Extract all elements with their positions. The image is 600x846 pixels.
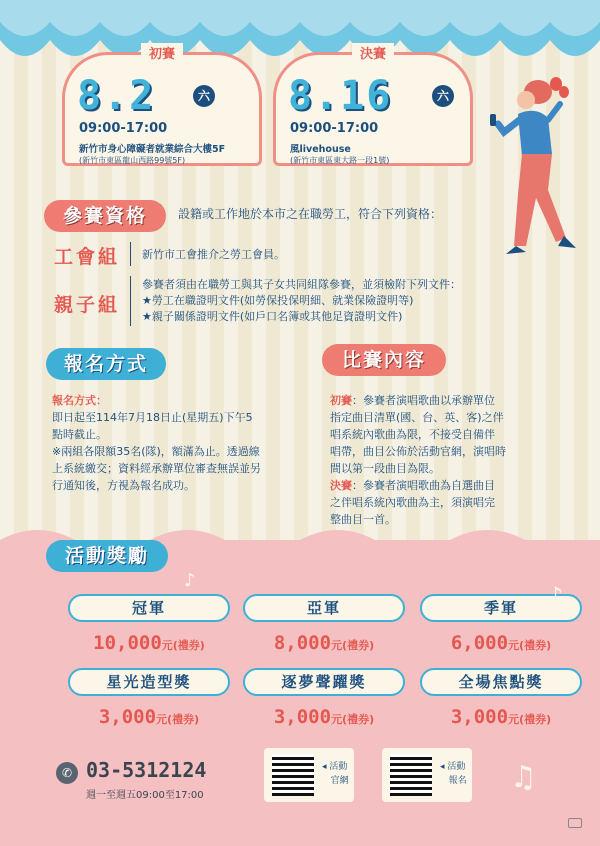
contest-final-label: 決賽 [330, 479, 352, 492]
prize-unit: 元(禮券) [508, 639, 552, 652]
award-starlight-style: 星光造型獎 [68, 668, 230, 696]
signup-line: ※兩組各限額35名(隊)，額滿為止。透過線 [52, 445, 260, 458]
phone-icon: ✆ [56, 762, 78, 784]
prize-unit: 元(禮券) [331, 713, 375, 726]
family-line: ★親子關係證明文件(如戶口名簿或其他足資證明文件) [142, 310, 403, 323]
eligibility-intro: 設籍或工作地於本市之在職勞工，符合下列資格： [178, 207, 443, 221]
family-line: 參賽者須由在職勞工與其子女共同組隊參賽，並須檢附下列文件： [142, 278, 461, 291]
prize-unit: 元(禮券) [161, 639, 205, 652]
prize-unit: 元(禮券) [508, 713, 552, 726]
signup-line: 上系統繳交；資料經承辦單位審查無誤並另 [52, 462, 261, 475]
prize-third [406, 632, 596, 654]
prize-amount: 3,000 [98, 706, 157, 728]
qr-label-line: 活動 [329, 762, 348, 772]
contest-prelim-line: 唱系統內歌曲為限，不接受自備伴 [330, 428, 495, 441]
award-spotlight: 全場焦點獎 [420, 668, 582, 696]
contest-prelim-line [330, 392, 495, 409]
prize-spotlight [406, 706, 596, 728]
awards-title: 活動獎勵 [46, 540, 168, 572]
prize-starlight-style [54, 706, 244, 728]
music-note-icon: ♪ [548, 582, 564, 610]
prize-unit: 元(禮券) [156, 713, 200, 726]
final-weekday: 六 [432, 85, 454, 107]
divider [130, 276, 131, 326]
qr-label: ◂ 活動 報名 [440, 762, 467, 786]
qr-card-website[interactable] [264, 748, 354, 802]
prize-amount: 10,000 [93, 632, 162, 654]
award-third: 季軍 [420, 594, 582, 622]
qr-label-line: 官網 [330, 776, 349, 786]
singer-illustration [478, 70, 588, 260]
signup-heading: 報名方式： [52, 394, 107, 407]
contest-final-line [330, 477, 495, 494]
prize-amount: 3,000 [273, 706, 332, 728]
final-date-box [273, 47, 473, 166]
prize-amount: 3,000 [450, 706, 509, 728]
qr-card-signup[interactable] [382, 748, 472, 802]
prelim-weekday: 六 [193, 85, 215, 107]
award-dream-voice: 逐夢聲躍獎 [243, 668, 405, 696]
contact-phone: 03-5312124 [86, 758, 207, 782]
corner-mark [568, 818, 582, 828]
qr-label-line: 活動 [447, 762, 466, 772]
divider [130, 242, 131, 266]
signup-line: 即日起至114年7月18日止(星期五)下午5 [52, 411, 253, 424]
prize-first [54, 632, 244, 654]
qr-code[interactable] [272, 754, 314, 796]
prize-unit: 元(禮券) [331, 639, 375, 652]
award-second: 亞軍 [243, 594, 405, 622]
signup-title: 報名方式 [46, 348, 166, 380]
contest-prelim-label: 初賽 [330, 394, 352, 407]
union-group-label: 工會組 [54, 246, 121, 268]
prelim-venue: 新竹市身心障礙者就業綜合大樓5F [79, 144, 226, 155]
eligibility-title: 參賽資格 [44, 200, 166, 232]
qr-code[interactable] [390, 754, 432, 796]
prelim-date: 8.2 [77, 73, 156, 119]
contest-final-line: 整曲目一首。 [330, 513, 396, 526]
contest-title: 比賽內容 [322, 344, 446, 376]
prize-dream-voice [229, 706, 419, 728]
contest-prelim-line: 間以第一段曲目為限。 [330, 462, 440, 475]
final-address: (新竹市東區東大路一段1號) [290, 156, 390, 165]
contact-hours: 週一至週五09:00至17:00 [86, 790, 204, 801]
music-notes-icon: ♫ [510, 760, 537, 795]
prelim-date-box [62, 47, 262, 166]
qr-label: ◂ 活動 官網 [322, 762, 349, 786]
contest-text: ：參賽者演唱歌曲為自選曲目 [352, 479, 495, 492]
prelim-tag: 初賽 [141, 43, 183, 62]
contest-final-line: 之伴唱系統內歌曲為主，須演唱完 [330, 496, 495, 509]
prize-amount: 6,000 [450, 632, 509, 654]
prize-second [229, 632, 419, 654]
signup-line: 行通知後，方視為報名成功。 [52, 479, 195, 492]
final-time: 09:00-17:00 [290, 121, 379, 136]
prelim-time: 09:00-17:00 [79, 121, 168, 136]
contest-text: ：參賽者演唱歌曲以承辦單位 [352, 394, 495, 407]
final-venue: 風livehouse [290, 144, 351, 155]
prelim-address: (新竹市東區龍山西路99號5F) [79, 156, 186, 165]
family-line: ★勞工在職證明文件(如勞保投保明細、就業保險證明等) [142, 294, 414, 307]
signup-line: 點時截止。 [52, 428, 107, 441]
music-note-icon: ♪ [184, 570, 196, 591]
final-tag: 決賽 [352, 43, 394, 62]
contest-prelim-line: 指定曲目清單(國、台、英、客)之伴 [330, 411, 504, 424]
final-date: 8.16 [288, 73, 393, 119]
family-group-label: 親子組 [54, 294, 121, 316]
union-group-text: 新竹市工會推介之勞工會員。 [142, 248, 285, 261]
contest-prelim-line: 唱帶，曲目公佈於活動官網，演唱時 [330, 445, 506, 458]
award-first: 冠軍 [68, 594, 230, 622]
qr-label-line: 報名 [448, 776, 467, 786]
prize-amount: 8,000 [273, 632, 332, 654]
